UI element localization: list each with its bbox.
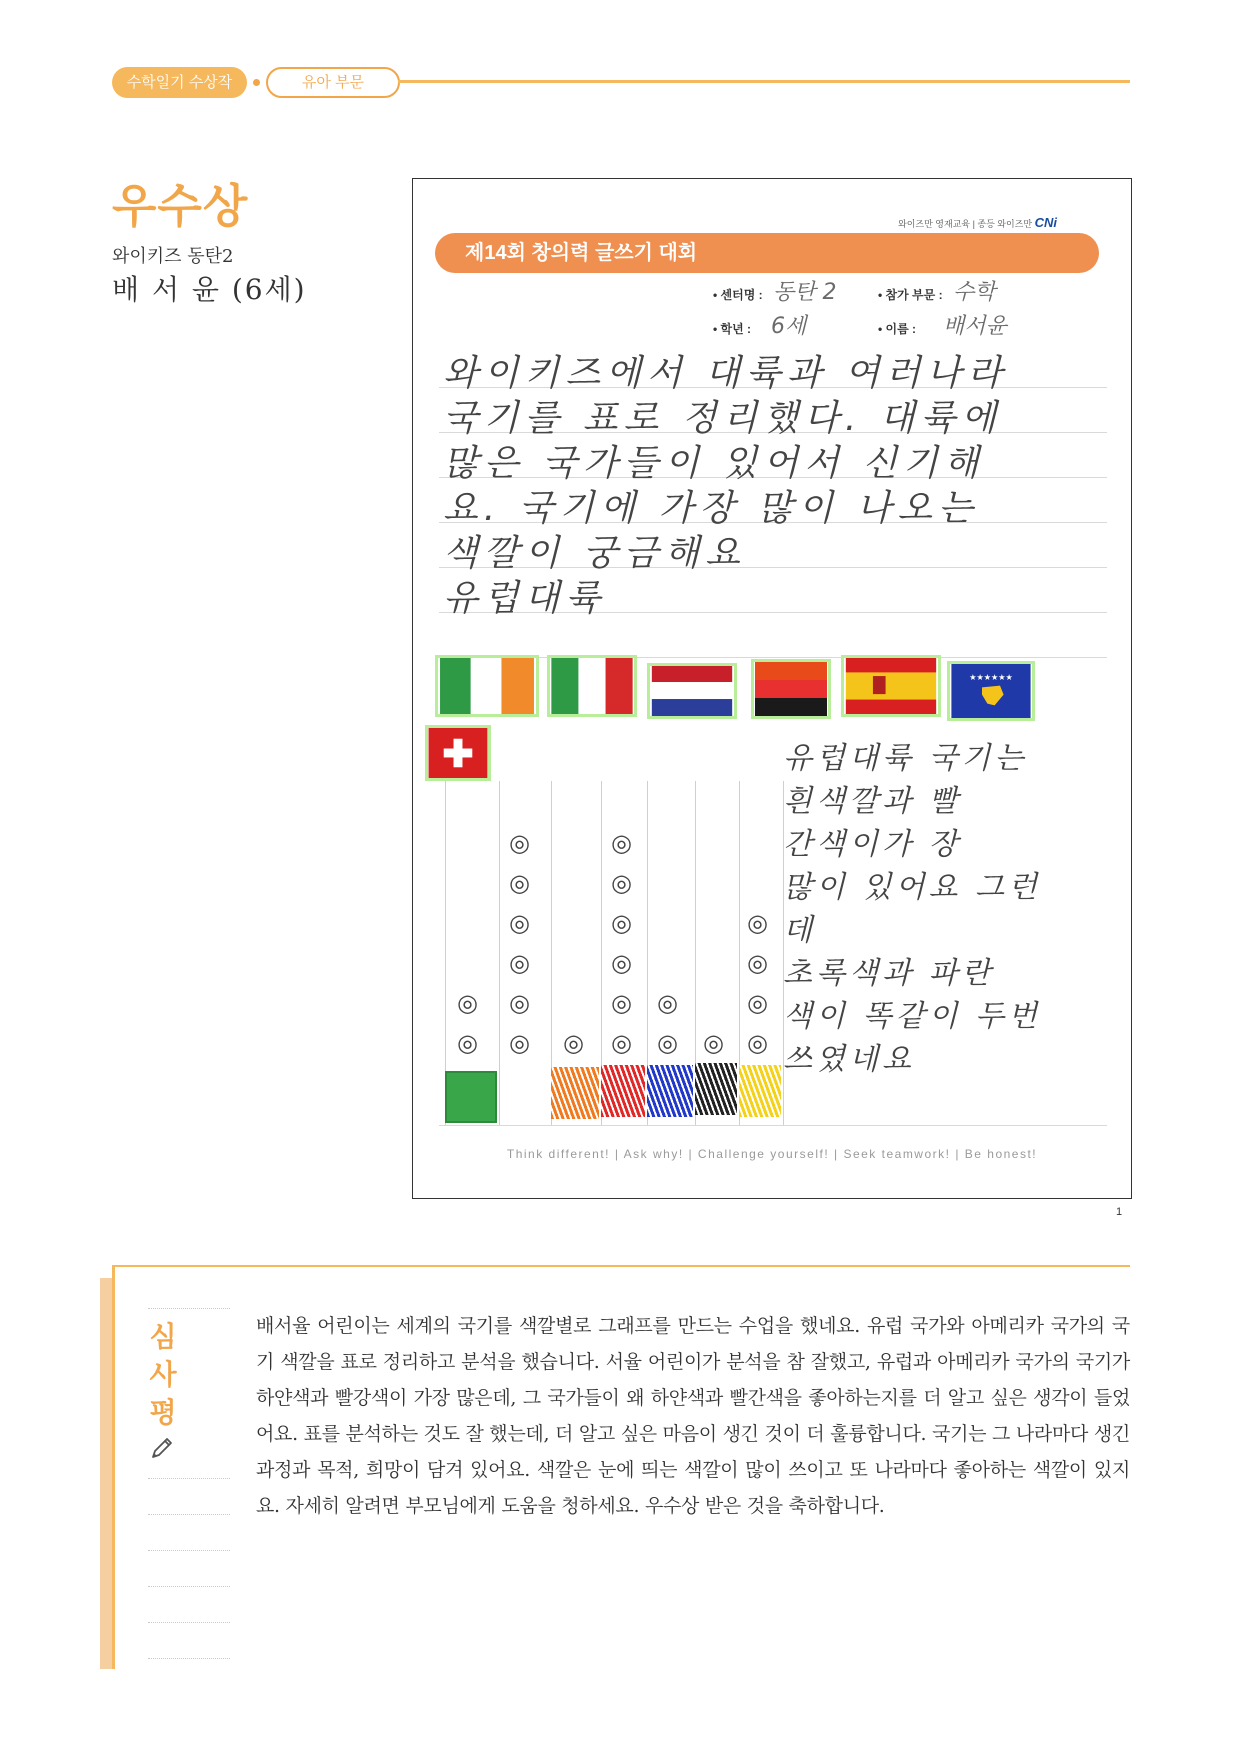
sponsor-text: 와이즈만 영재교육 | 종등 와이즈만 [898, 219, 1033, 229]
tally-mark-white: ◎ [509, 909, 530, 937]
center-label: • 센터명 : [713, 288, 763, 302]
crayon-green [445, 1071, 497, 1123]
tally-mark-black: ◎ [703, 1029, 724, 1057]
dotted-rule [148, 1622, 230, 1623]
analysis-line: 색이 똑같이 두번 [783, 999, 1041, 1034]
category-label: • 참가 부문 : [878, 288, 943, 302]
review-label-char: 사 [149, 1359, 177, 1390]
tally-mark-yellow: ◎ [747, 949, 768, 977]
essay-line: 국기를 표로 정리했다. 대륙에 [443, 398, 1003, 439]
tally-mark-white: ◎ [509, 829, 530, 857]
cni-logo: CNi [1034, 215, 1057, 230]
tally-mark-yellow: ◎ [747, 1029, 768, 1057]
crayon-red [601, 1065, 645, 1117]
crayon-blue [647, 1065, 693, 1117]
prize-title: 우수상 [112, 180, 249, 232]
essay-line: 요. 국기에 가장 많이 나오는 [443, 488, 979, 529]
tally-mark-yellow: ◎ [747, 989, 768, 1017]
crayon-orange [551, 1067, 599, 1119]
name-label: • 이름 : [878, 322, 917, 336]
svg-text:★★★★★★: ★★★★★★ [969, 672, 1013, 683]
tally-mark-blue: ◎ [657, 989, 678, 1017]
student-name-text: 배 서 윤 [112, 273, 221, 306]
dotted-rule [148, 1308, 230, 1309]
category-value: 수학 [953, 280, 996, 305]
pencil-icon [148, 1434, 176, 1462]
germany-flag-icon [751, 659, 831, 719]
analysis-line: 흰색깔과 빨 [783, 784, 962, 819]
dotted-rule [148, 1586, 230, 1587]
tally-mark-red: ◎ [611, 869, 632, 897]
tally-mark-red: ◎ [611, 1029, 632, 1057]
student-age: (6세) [231, 273, 307, 306]
review-text: 배서율 어린이는 세계의 국기를 색깔별로 그래프를 만드는 수업을 했네요. 유럽 국가와 아메리카 국가의 국기 색깔을 표로 정리하고 분석을 했습니다. 서율 어린이가 분석을 참 잘했고, 유럽과 아메리카 국가의 국기가 하얀색과 빨강색이 가장 많은데, 그 국가들이 왜 하얀색과 빨간색을 좋아하는지를 더 알고 싶은 생각이 들었어요. 표를 분석하는 것도 잘 했는데, 더 알고 싶은 마음이 생긴 것이 더 훌륭합니다. 국기는 그 나라마다 생긴 과정과 목적, 희망이 담겨 있어요. 색깔은 눈에 띄는 색깔이 많이 쓰이고 또 나라마다 좋아하는 색깔이 있지요. 자세히 알려면 부모님에게 도움을 청하세요. 우수상 받은 것을 축하합니다. [256, 1315, 1130, 1517]
motto-footer: Think different! | Ask why! | Challenge yourself! | Seek teamwork! | Be honest! [506, 1147, 1038, 1161]
tally-mark-red: ◎ [611, 909, 632, 937]
contest-title-banner: 제14회 창의력 글쓰기 대회 [435, 233, 1099, 273]
ruled-line [439, 1125, 1107, 1126]
analysis-line: 간색이가 장 [783, 827, 962, 862]
italy-flag-icon [547, 655, 637, 717]
tally-mark-red: ◎ [611, 989, 632, 1017]
handwritten-analysis [783, 737, 1073, 1081]
essay-line: 와이키즈에서 대륙과 여러나라 [443, 353, 1008, 394]
review-label-char: 평 [149, 1397, 177, 1428]
name-value: 배서윤 [943, 314, 1007, 339]
tally-mark-white: ◎ [509, 869, 530, 897]
analysis-line: 유럽대륙 국기는 [783, 741, 1028, 776]
crayon-yellow [739, 1065, 781, 1117]
tally-mark-green: ◎ [457, 989, 478, 1017]
review-side-tab [100, 1278, 112, 1669]
spain-flag-icon [841, 655, 941, 717]
dotted-rule [148, 1478, 230, 1479]
award-category-pill: 수학일기 수상작 [112, 67, 247, 98]
sponsor-logos [898, 215, 1057, 230]
tally-mark-orange: ◎ [563, 1029, 584, 1057]
student-name [112, 268, 307, 308]
crayon-black [695, 1063, 737, 1115]
analysis-line: 많이 있어요 그런데 [783, 870, 1041, 948]
netherlands-flag-icon [647, 663, 737, 719]
dotted-rule [148, 1514, 230, 1515]
grid-line [499, 781, 500, 1126]
grade-label: • 학년 : [713, 322, 752, 336]
tally-mark-white: ◎ [509, 1029, 530, 1057]
tally-mark-white: ◎ [509, 989, 530, 1017]
center-value: 동탄 2 [773, 280, 837, 305]
analysis-line: 초록색과 파란 [783, 956, 995, 991]
review-left-border [112, 1265, 115, 1669]
essay-line: 많은 국가들이 있어서 신기해 [443, 443, 985, 484]
dotted-rule [148, 1658, 230, 1659]
handwritten-essay [443, 351, 1083, 621]
grade-value: 6세 [771, 314, 807, 339]
essay-line: 유럽대륙 [443, 578, 607, 619]
tally-mark-blue: ◎ [657, 1029, 678, 1057]
header-dot [253, 79, 260, 86]
ireland-flag-icon [435, 655, 539, 717]
school-name: 와이키즈 동탄2 [112, 246, 234, 267]
analysis-line: 쓰였네요 [783, 1042, 915, 1077]
essay-line: 색깔이 궁금해요 [443, 533, 746, 574]
tally-mark-red: ◎ [611, 829, 632, 857]
review-label [148, 1318, 178, 1432]
header-divider [398, 80, 1130, 83]
review-top-border [112, 1265, 1130, 1267]
review-label-char: 심 [149, 1321, 177, 1352]
kosovo-flag-icon [947, 661, 1035, 721]
tally-mark-white: ◎ [509, 949, 530, 977]
ruled-line [439, 657, 1107, 658]
division-pill: 유아 부문 [266, 67, 400, 98]
tally-mark-yellow: ◎ [747, 909, 768, 937]
page-number: 1 [1116, 1206, 1123, 1218]
scanned-entry [412, 178, 1132, 1199]
tally-mark-red: ◎ [611, 949, 632, 977]
tally-mark-green: ◎ [457, 1029, 478, 1057]
dotted-rule [148, 1550, 230, 1551]
switzerland-flag-icon [425, 725, 491, 781]
